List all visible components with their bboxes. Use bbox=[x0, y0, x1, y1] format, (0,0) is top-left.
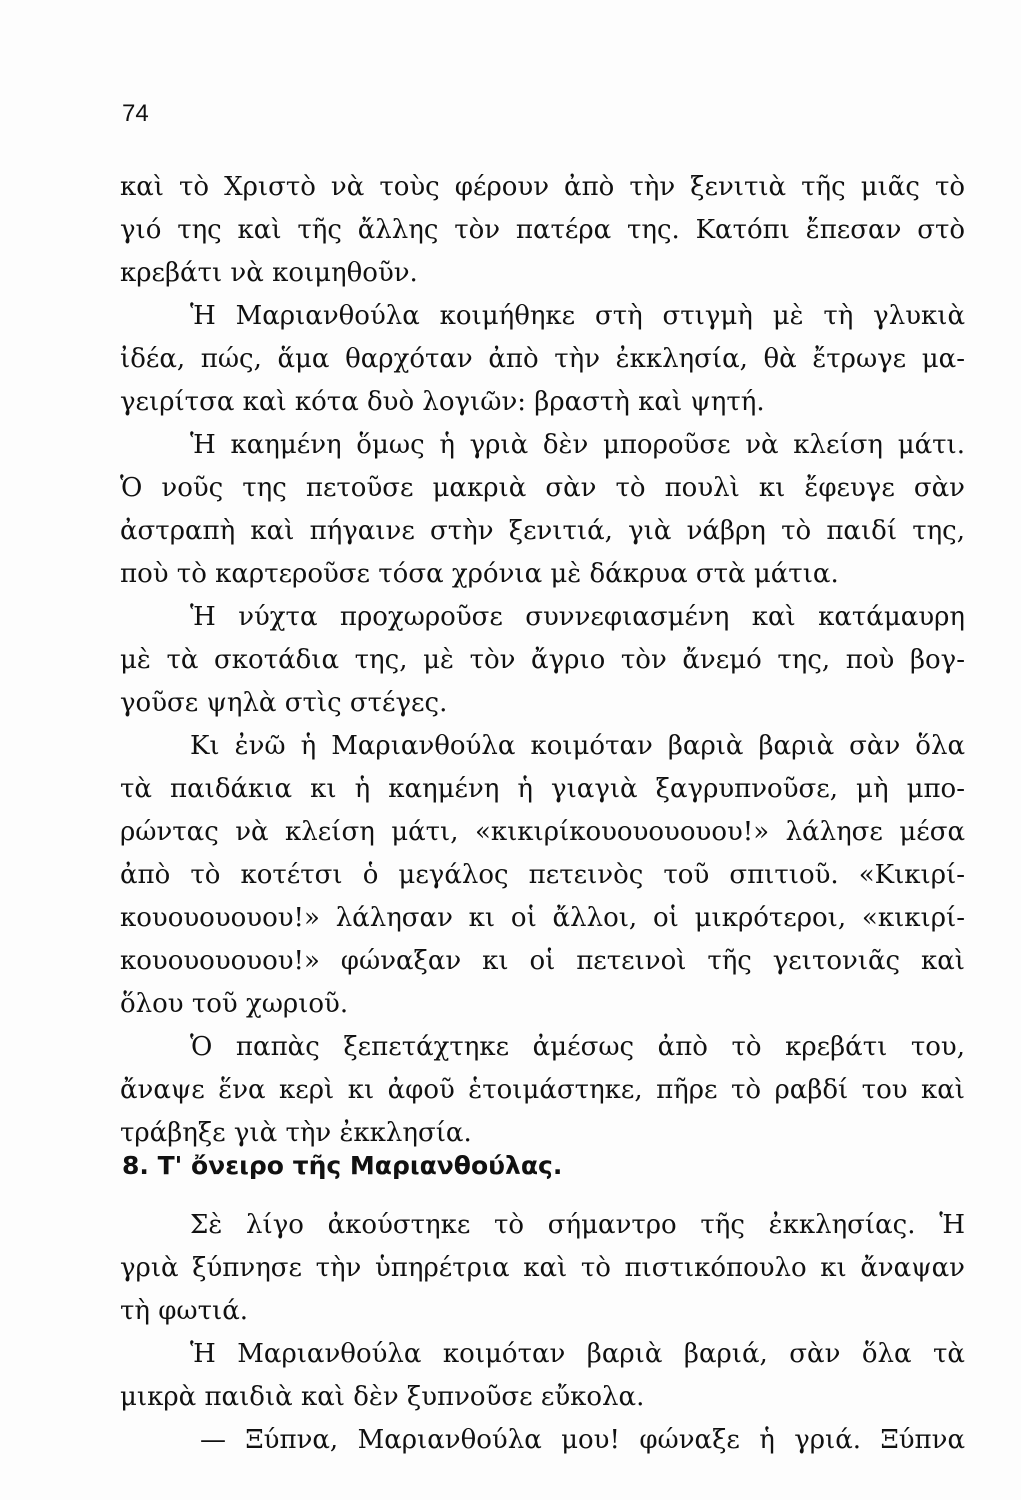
text-line: κουουουουου!» φώναξαν κι οἱ πετεινοὶ τῆς γειτονιᾶς καὶ bbox=[120, 946, 965, 976]
text-line: τράβηξε γιὰ τὴν ἐκκλησία. bbox=[120, 1118, 472, 1148]
text-line: Ἡ Μαριανθούλα κοιμήθηκε στὴ στιγμὴ μὲ τὴ γλυκιὰ bbox=[190, 301, 965, 331]
text-line: Ἡ καημένη ὅμως ἡ γριὰ δὲν μποροῦσε νὰ κλείση μάτι. bbox=[190, 430, 965, 460]
text-line: γειρίτσα καὶ κότα δυὸ λογιῶν: βραστὴ καὶ ψητή. bbox=[120, 387, 765, 417]
text-line: κρεβάτι νὰ κοιμηθοῦν. bbox=[120, 258, 418, 288]
section-heading: 8. Τ' ὄνειρο τῆς Μαριανθούλας. bbox=[122, 1151, 563, 1180]
text-line: Σὲ λίγο ἀκούστηκε τὸ σήμαντρο τῆς ἐκκλησίας. Ἡ bbox=[190, 1210, 965, 1240]
text-line: — Ξύπνα, Μαριανθούλα μου! φώναξε ἡ γριά. Ξύπνα bbox=[200, 1425, 965, 1455]
text-line: καὶ τὸ Χριστὸ νὰ τοὺς φέρουν ἀπὸ τὴν ξενιτιὰ τῆς μιᾶς τὸ bbox=[120, 172, 965, 202]
text-line: κουουουουου!» λάλησαν κι οἱ ἄλλοι, οἱ μικρότεροι, «κικιρί- bbox=[120, 903, 965, 933]
text-line: Ἡ Μαριανθούλα κοιμόταν βαριὰ βαριά, σὰν ὅλα τὰ bbox=[190, 1339, 965, 1369]
text-line: γιό της καὶ τῆς ἄλλης τὸν πατέρα της. Κατόπι ἔπεσαν στὸ bbox=[120, 215, 965, 245]
text-line: μὲ τὰ σκοτάδια της, μὲ τὸν ἄγριο τὸν ἄνεμό της, ποὺ βογ- bbox=[120, 645, 965, 675]
text-line: ποὺ τὸ καρτεροῦσε τόσα χρόνια μὲ δάκρυα στὰ μάτια. bbox=[120, 559, 839, 589]
text-line: ἄναψε ἕνα κερὶ κι ἀφοῦ ἑτοιμάστηκε, πῆρε τὸ ραβδί του καὶ bbox=[120, 1075, 965, 1105]
text-line: γριὰ ξύπνησε τὴν ὑπηρέτρια καὶ τὸ πιστικόπουλο κι ἄναψαν bbox=[120, 1253, 965, 1283]
text-line: τὴ φωτιά. bbox=[120, 1296, 249, 1326]
text-line: ἰδέα, πώς, ἅμα θαρχόταν ἀπὸ τὴν ἐκκλησία, θὰ ἔτρωγε μα- bbox=[120, 344, 965, 374]
text-line: ρώντας νὰ κλείση μάτι, «κικιρίκουουουουου!» λάλησε μέσα bbox=[120, 817, 965, 847]
text-line: ἀστραπὴ καὶ πήγαινε στὴν ξενιτιά, γιὰ νάβρη τὸ παιδί της, bbox=[120, 516, 965, 546]
text-line: Κι ἐνῶ ἡ Μαριανθούλα κοιμόταν βαριὰ βαριὰ σὰν ὅλα bbox=[190, 731, 965, 761]
text-line: μικρὰ παιδιὰ καὶ δὲν ξυπνοῦσε εὔκολα. bbox=[120, 1382, 645, 1412]
text-line: ἀπὸ τὸ κοτέτσι ὁ μεγάλος πετεινὸς τοῦ σπιτιοῦ. «Κικιρί- bbox=[120, 860, 965, 890]
text-line: Ἡ νύχτα προχωροῦσε συννεφιασμένη καὶ κατάμαυρη bbox=[190, 602, 965, 632]
page-number: 74 bbox=[122, 100, 149, 127]
text-line: ὅλου τοῦ χωριοῦ. bbox=[120, 989, 349, 1019]
text-line: Ὁ νοῦς της πετοῦσε μακριὰ σὰν τὸ πουλὶ κι ἔφευγε σὰν bbox=[120, 473, 965, 503]
text-line: τὰ παιδάκια κι ἡ καημένη ἡ γιαγιὰ ξαγρυπνοῦσε, μὴ μπο- bbox=[120, 774, 965, 804]
text-line: Ὁ παπὰς ξεπετάχτηκε ἀμέσως ἀπὸ τὸ κρεβάτι του, bbox=[190, 1032, 965, 1062]
text-line: γοῦσε ψηλὰ στὶς στέγες. bbox=[120, 688, 448, 718]
